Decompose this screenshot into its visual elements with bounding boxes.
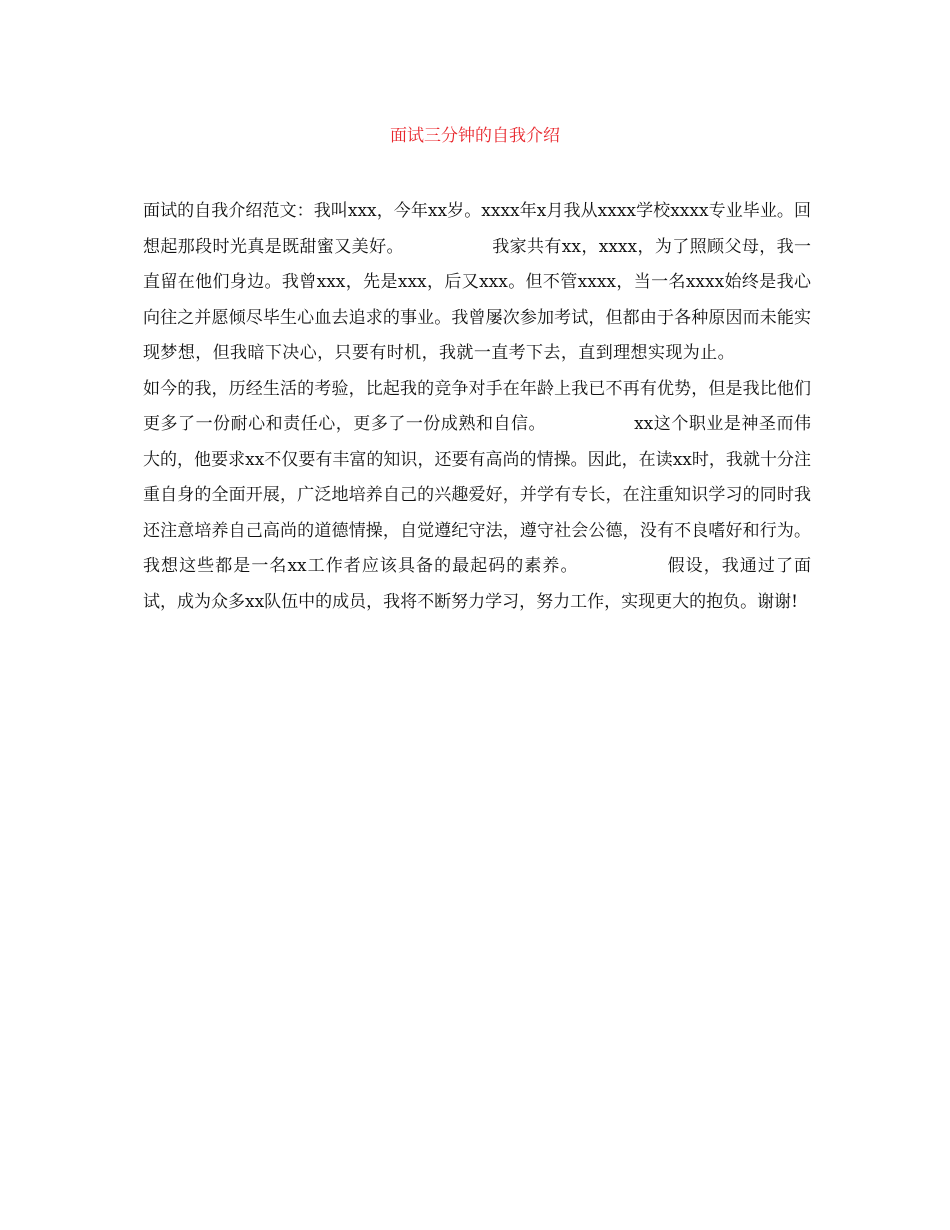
document-title: 面试三分钟的自我介绍 bbox=[390, 126, 560, 146]
paragraph-segment: 如今的我，历经生活的考验，比起我的竞争对手在年龄上我已不再有优势，但是我比他们更多了一份耐心和责任心，更多了一份成熟和自信。 bbox=[143, 378, 811, 434]
paragraph-segment: 假设，我通过了面试，成为众多xx队伍中的成员，我将不断努力学习，努力工作，实现更大的抱负。谢谢! bbox=[143, 556, 811, 612]
paragraph-segment: 我家共有xx，xxxx，为了照顾父母，我一直留在他们身边。我曾xxx，先是xxx，后又xxx。但不管xxxx，当一名xxxx始终是我心向往之并愿倾尽毕生心血去追求的事业。我曾屡次参加考试，但都由于各种原因而未能实现梦想，但我暗下决心，只要有时机，我就一直考下去，直到理想实现为止。 bbox=[143, 236, 812, 363]
paragraph-segment: 面试的自我介绍范文：我叫xxx，今年xx岁。xxxx年x月我从xxxx学校xxxx专业毕业。回想起那段时光真是既甜蜜又美好。 bbox=[143, 201, 811, 257]
paragraph-segment: xx这个职业是神圣而伟大的，他要求xx不仅要有丰富的知识，还要有高尚的情操。因此，在读xx时，我就十分注重自身的全面开展，广泛地培养自己的兴趣爱好，并学有专长，在注重知识学习的同时我还注意培养自己高尚的道德情操，自觉遵纪守法，遵守社会公德，没有不良嗜好和行为。我想这些都是一名xx工作者应该具备的最起码的素养。 bbox=[143, 414, 811, 576]
document-body bbox=[143, 194, 811, 620]
